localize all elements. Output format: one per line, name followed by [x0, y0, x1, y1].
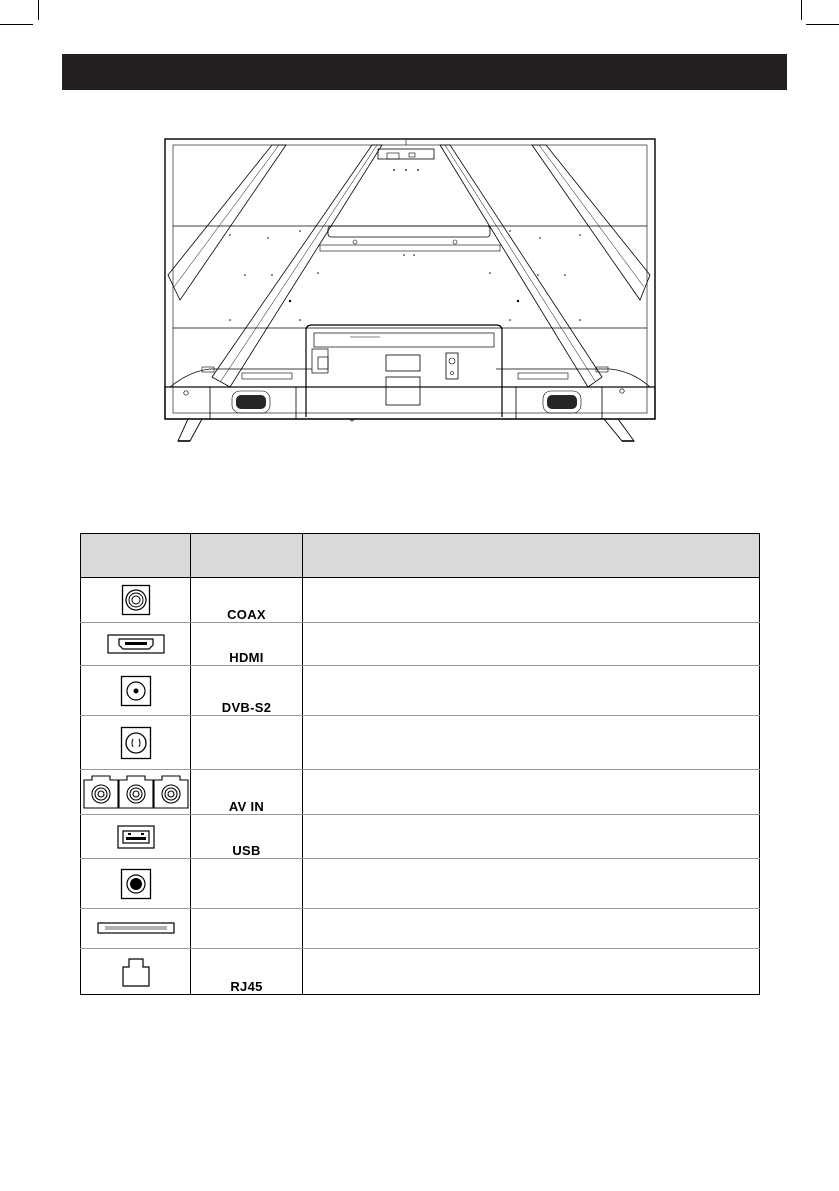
- connector-description: [303, 909, 760, 949]
- connector-description: [303, 716, 760, 770]
- connector-description: [303, 578, 760, 623]
- connector-description: [303, 623, 760, 666]
- connector-name: [191, 716, 303, 770]
- connector-name: [191, 859, 303, 909]
- table-row: [81, 909, 760, 949]
- ci-slot-icon: [97, 922, 175, 934]
- coax-connector-icon: [121, 584, 151, 616]
- icon-cell: [81, 815, 191, 859]
- icon-cell: [81, 859, 191, 909]
- icon-cell: [81, 623, 191, 666]
- crop-mark-top-left-v: [38, 0, 39, 20]
- icon-cell: [81, 770, 191, 815]
- connector-name: COAX: [191, 578, 303, 623]
- header-icon: [81, 534, 191, 578]
- table-row: [81, 578, 760, 623]
- connector-name: [191, 909, 303, 949]
- connector-name: USB: [191, 815, 303, 859]
- connections-table: [80, 533, 760, 995]
- connector-name: AV IN: [191, 770, 303, 815]
- connector-name: RJ45: [191, 949, 303, 995]
- table-header-row: [81, 534, 760, 578]
- table-row: [81, 623, 760, 666]
- crop-mark-top-right-v: [801, 0, 802, 20]
- connector-name: DVB-S2: [191, 666, 303, 716]
- table-row: [81, 859, 760, 909]
- rj45-port-icon: [121, 957, 151, 987]
- table-row: [81, 716, 760, 770]
- connector-name: HDMI: [191, 623, 303, 666]
- hdmi-port-icon: [107, 634, 165, 654]
- connector-description: [303, 770, 760, 815]
- connector-description: [303, 949, 760, 995]
- icon-cell: [81, 949, 191, 995]
- tv-rear-panel-icon: [150, 125, 670, 455]
- table-row: [81, 949, 760, 995]
- header-description: [303, 534, 760, 578]
- table-row: [81, 770, 760, 815]
- connector-description: [303, 859, 760, 909]
- crop-mark-top-left: [0, 24, 33, 25]
- crop-mark-top-right: [806, 24, 839, 25]
- headphone-jack-icon: [120, 868, 152, 900]
- usb-port-icon: [117, 825, 155, 849]
- icon-cell: [81, 666, 191, 716]
- table-row: [81, 666, 760, 716]
- antenna-connector-icon: [120, 726, 152, 760]
- table-row: [81, 815, 760, 859]
- header-name: [191, 534, 303, 578]
- icon-cell: [81, 578, 191, 623]
- icon-cell: [81, 716, 191, 770]
- av-in-rca-connectors-icon: [82, 774, 190, 810]
- section-header-bar: [62, 54, 787, 90]
- tv-rear-panel-figure: [150, 125, 670, 455]
- icon-cell: [81, 909, 191, 949]
- connector-description: [303, 666, 760, 716]
- dvb-s2-connector-icon: [120, 675, 152, 707]
- connector-description: [303, 815, 760, 859]
